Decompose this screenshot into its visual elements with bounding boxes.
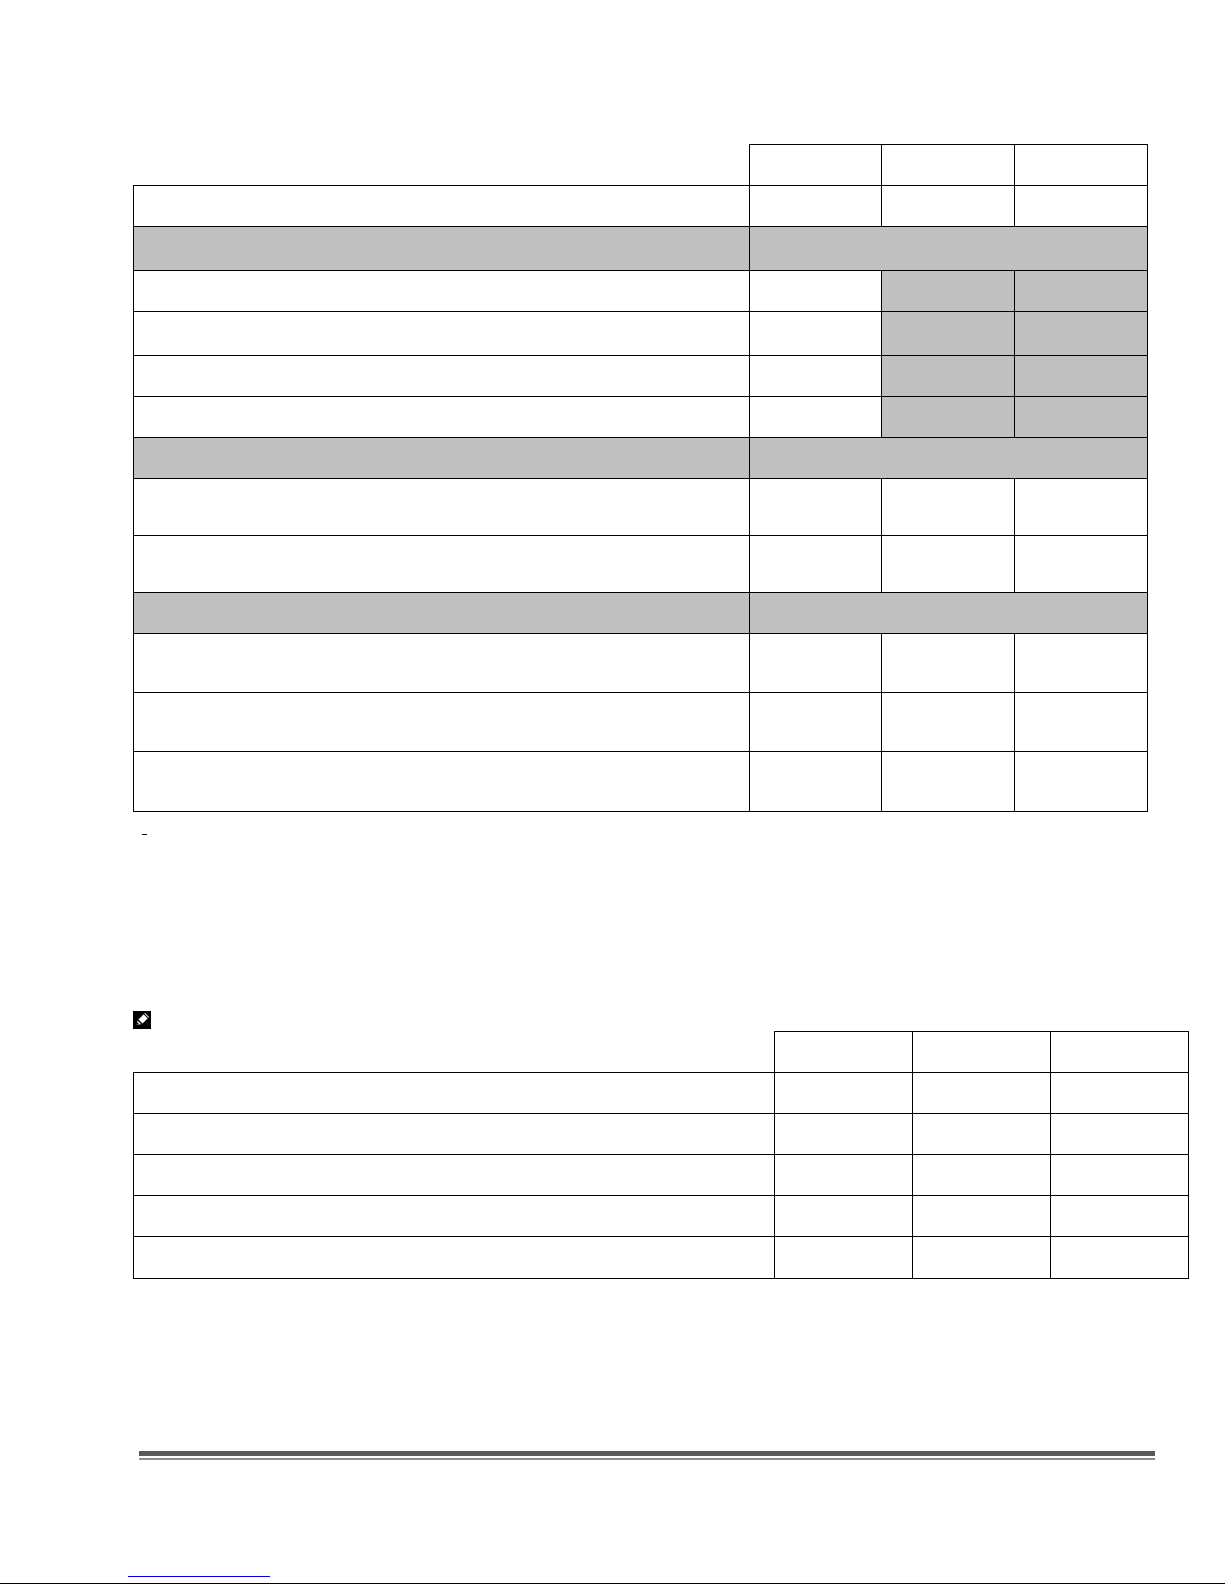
- table-2-label-cell: [133, 1195, 775, 1237]
- footer-rule: [139, 1451, 1155, 1456]
- table-1-value-cell: [749, 751, 882, 812]
- table-2-label-cell: [133, 1113, 775, 1155]
- table-2-value-cell: [912, 1195, 1051, 1237]
- table-2-header-cell: [774, 1031, 913, 1073]
- footer-rule-shadow: [139, 1458, 1155, 1460]
- table-1-label-cell: [133, 478, 750, 536]
- table-1-shaded-cell: [881, 311, 1015, 356]
- table-1-header-cell: [1014, 144, 1148, 186]
- table-1-section-span-cell: [749, 592, 1148, 634]
- table-1-value-cell: [881, 185, 1015, 227]
- table-1-shaded-cell: [1014, 270, 1148, 312]
- table-2-value-cell: [912, 1113, 1051, 1155]
- table-1-label-cell: [133, 185, 750, 227]
- table-1-value-cell: [881, 535, 1015, 593]
- table-1-label-cell: [133, 270, 750, 312]
- table-2-label-cell: [133, 1072, 775, 1114]
- table-1-header-cell: [749, 144, 882, 186]
- table-1-value-cell: [749, 185, 882, 227]
- footnote-mark: [142, 834, 147, 835]
- table-1-value-cell: [881, 751, 1015, 812]
- table-2-value-cell: [774, 1072, 913, 1114]
- table-2-label-cell: [133, 1236, 775, 1279]
- table-1-header-cell: [881, 144, 1015, 186]
- table-1-value-cell: [1014, 185, 1148, 227]
- table-1-shaded-cell: [881, 270, 1015, 312]
- table-1-section-label-cell: [133, 437, 750, 479]
- table-1-shaded-cell: [1014, 311, 1148, 356]
- table-2-value-cell: [774, 1113, 913, 1155]
- table-1-value-cell: [749, 311, 882, 356]
- table-1-section-label-cell: [133, 226, 750, 271]
- table-1-value-cell: [749, 355, 882, 397]
- table-1-shaded-cell: [1014, 396, 1148, 438]
- table-2-label-cell: [133, 1154, 775, 1196]
- table-1-section-label-cell: [133, 592, 750, 634]
- table-1-value-cell: [749, 478, 882, 536]
- bottom-link-underline[interactable]: [128, 1576, 270, 1577]
- table-2-value-cell: [912, 1154, 1051, 1196]
- table-1-label-cell: [133, 633, 750, 693]
- table-1-value-cell: [749, 692, 882, 752]
- table-1-shaded-cell: [881, 355, 1015, 397]
- table-1-value-cell: [1014, 751, 1148, 812]
- table-1-value-cell: [881, 633, 1015, 693]
- table-1-value-cell: [1014, 633, 1148, 693]
- table-2-value-cell: [912, 1236, 1051, 1279]
- table-2-value-cell: [774, 1195, 913, 1237]
- table-1-value-cell: [1014, 692, 1148, 752]
- table-1-value-cell: [749, 535, 882, 593]
- table-1-shaded-cell: [1014, 355, 1148, 397]
- table-1-value-cell: [1014, 478, 1148, 536]
- table-2-value-cell: [1050, 1154, 1189, 1196]
- table-1-label-cell: [133, 535, 750, 593]
- note-pencil-icon: [133, 1011, 151, 1029]
- table-1-label-cell: [133, 355, 750, 397]
- table-1-value-cell: [881, 692, 1015, 752]
- table-2-value-cell: [1050, 1195, 1189, 1237]
- table-2-value-cell: [912, 1072, 1051, 1114]
- table-1-label-cell: [133, 692, 750, 752]
- table-2-header-cell: [912, 1031, 1051, 1073]
- table-2-value-cell: [774, 1236, 913, 1279]
- table-1-label-cell: [133, 396, 750, 438]
- table-1-value-cell: [881, 478, 1015, 536]
- table-2-header-cell: [1050, 1031, 1189, 1073]
- table-1-label-cell: [133, 751, 750, 812]
- table-1-section-span-cell: [749, 226, 1148, 271]
- table-1-value-cell: [749, 396, 882, 438]
- table-2-value-cell: [1050, 1113, 1189, 1155]
- table-2-value-cell: [774, 1154, 913, 1196]
- table-1-value-cell: [749, 270, 882, 312]
- page-bottom-border: [0, 1583, 1225, 1584]
- table-2-value-cell: [1050, 1072, 1189, 1114]
- table-1-section-span-cell: [749, 437, 1148, 479]
- table-2-value-cell: [1050, 1236, 1189, 1279]
- table-1-value-cell: [1014, 535, 1148, 593]
- table-1-value-cell: [749, 633, 882, 693]
- table-1-label-cell: [133, 311, 750, 356]
- table-1-shaded-cell: [881, 396, 1015, 438]
